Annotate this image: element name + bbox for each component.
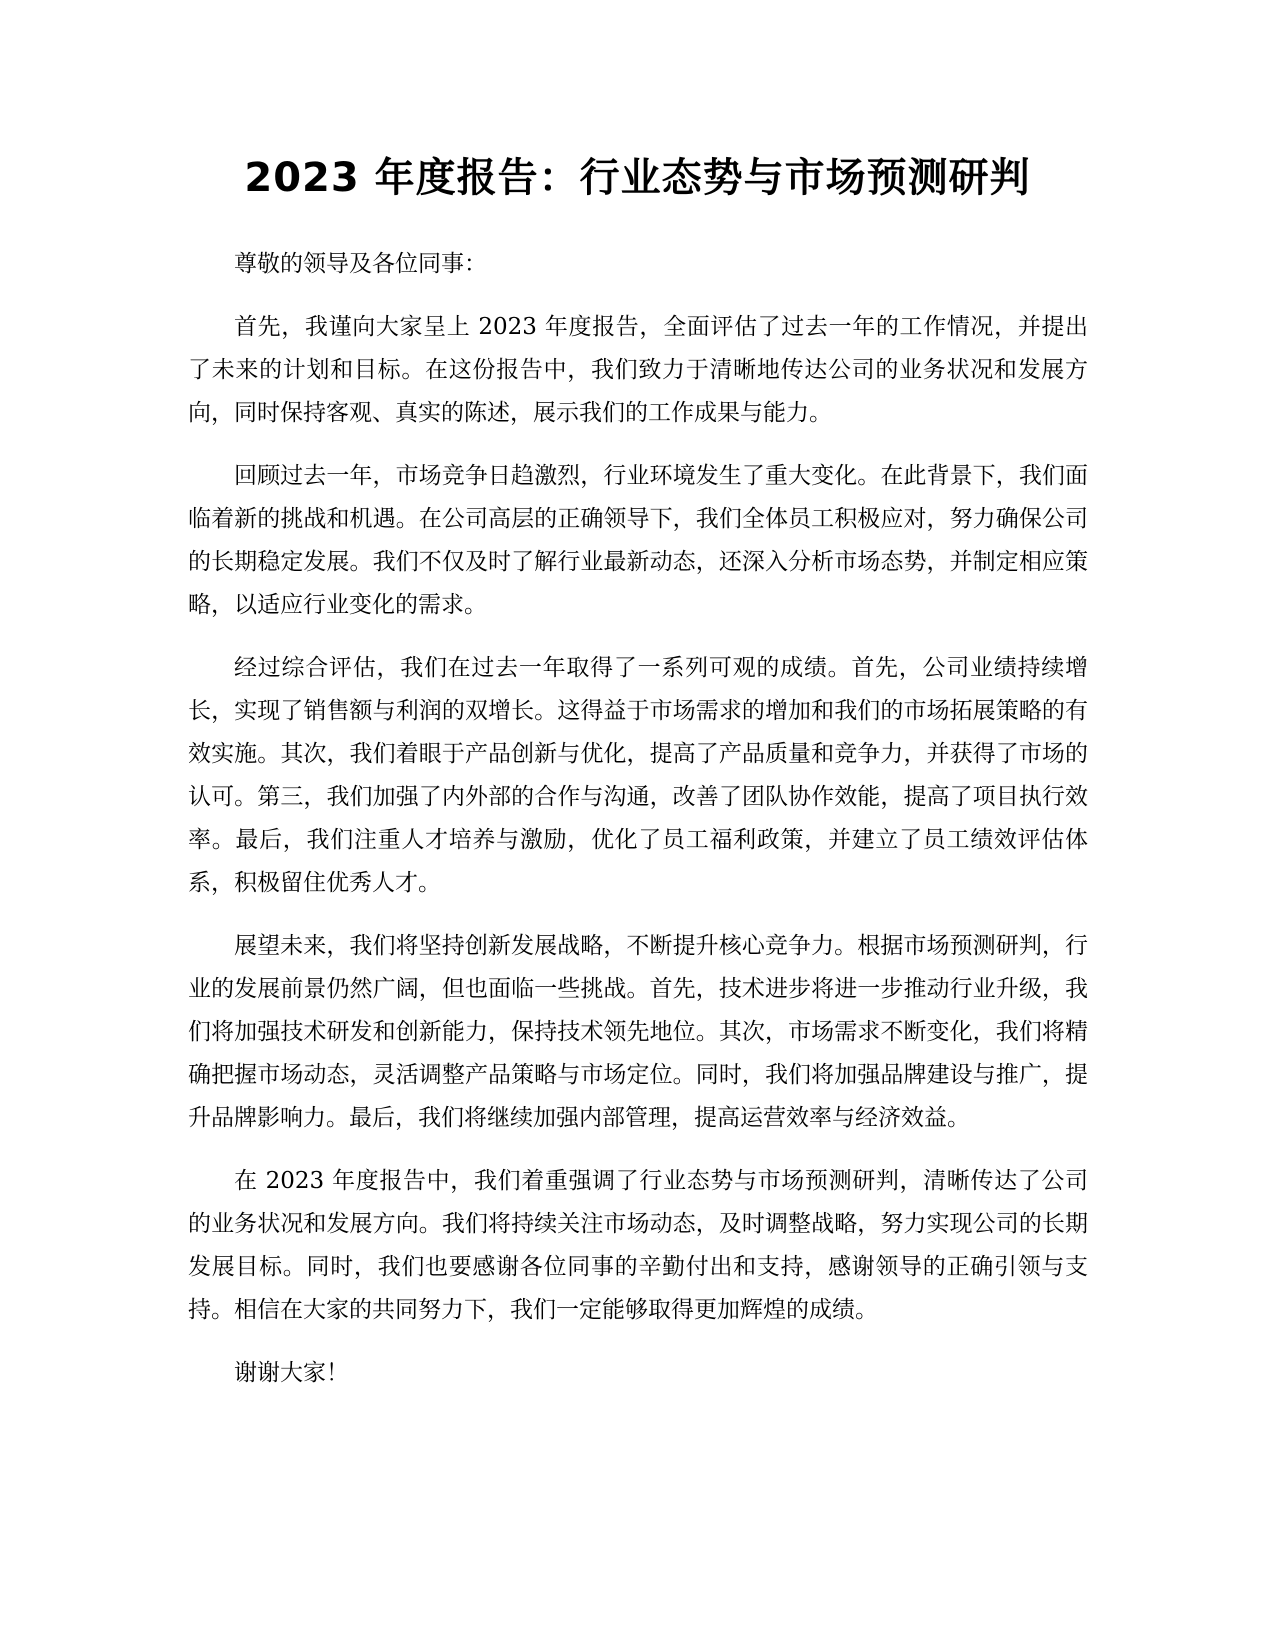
body-paragraph: 首先，我谨向大家呈上 2023 年度报告，全面评估了过去一年的工作情况，并提出了未来的计划和目标。在这份报告中，我们致力于清晰地传达公司的业务状况和发展方向，同时保持客观、真实的陈述，展示我们的工作成果与能力。 (188, 314, 1088, 426)
greeting-paragraph: 尊敬的领导及各位同事： (234, 251, 487, 277)
body-paragraph: 在 2023 年度报告中，我们着重强调了行业态势与市场预测研判，清晰传达了公司的业务状况和发展方向。我们将持续关注市场动态，及时调整战略，努力实现公司的长期发展目标。同时，我们也要感谢各位同事的辛勤付出和支持，感谢领导的正确引领与支持。相信在大家的共同努力下，我们一定能够取得更加辉煌的成绩。 (188, 1168, 1088, 1323)
document-title: 2023 年度报告：行业态势与市场预测研判 (244, 155, 1031, 201)
body-paragraph: 回顾过去一年，市场竞争日趋激烈，行业环境发生了重大变化。在此背景下，我们面临着新的挑战和机遇。在公司高层的正确领导下，我们全体员工积极应对，努力确保公司的长期稳定发展。我们不仅及时了解行业最新动态，还深入分析市场态势，并制定相应策略，以适应行业变化的需求。 (188, 463, 1088, 618)
body-paragraph: 经过综合评估，我们在过去一年取得了一系列可观的成绩。首先，公司业绩持续增长，实现了销售额与利润的双增长。这得益于市场需求的增加和我们的市场拓展策略的有效实施。其次，我们着眼于产品创新与优化，提高了产品质量和竞争力，并获得了市场的认可。第三，我们加强了内外部的合作与沟通，改善了团队协作效能，提高了项目执行效率。最后，我们注重人才培养与激励，优化了员工福利政策，并建立了员工绩效评估体系，积极留住优秀人才。 (188, 655, 1088, 896)
body-paragraph: 展望未来，我们将坚持创新发展战略，不断提升核心竞争力。根据市场预测研判，行业的发展前景仍然广阔，但也面临一些挑战。首先，技术进步将进一步推动行业升级，我们将加强技术研发和创新能力，保持技术领先地位。其次，市场需求不断变化，我们将精确把握市场动态，灵活调整产品策略与市场定位。同时，我们将加强品牌建设与推广，提升品牌影响力。最后，我们将继续加强内部管理，提高运营效率与经济效益。 (188, 933, 1088, 1131)
closing-paragraph: 谢谢大家！ (234, 1360, 349, 1386)
document-body (188, 243, 1088, 1415)
